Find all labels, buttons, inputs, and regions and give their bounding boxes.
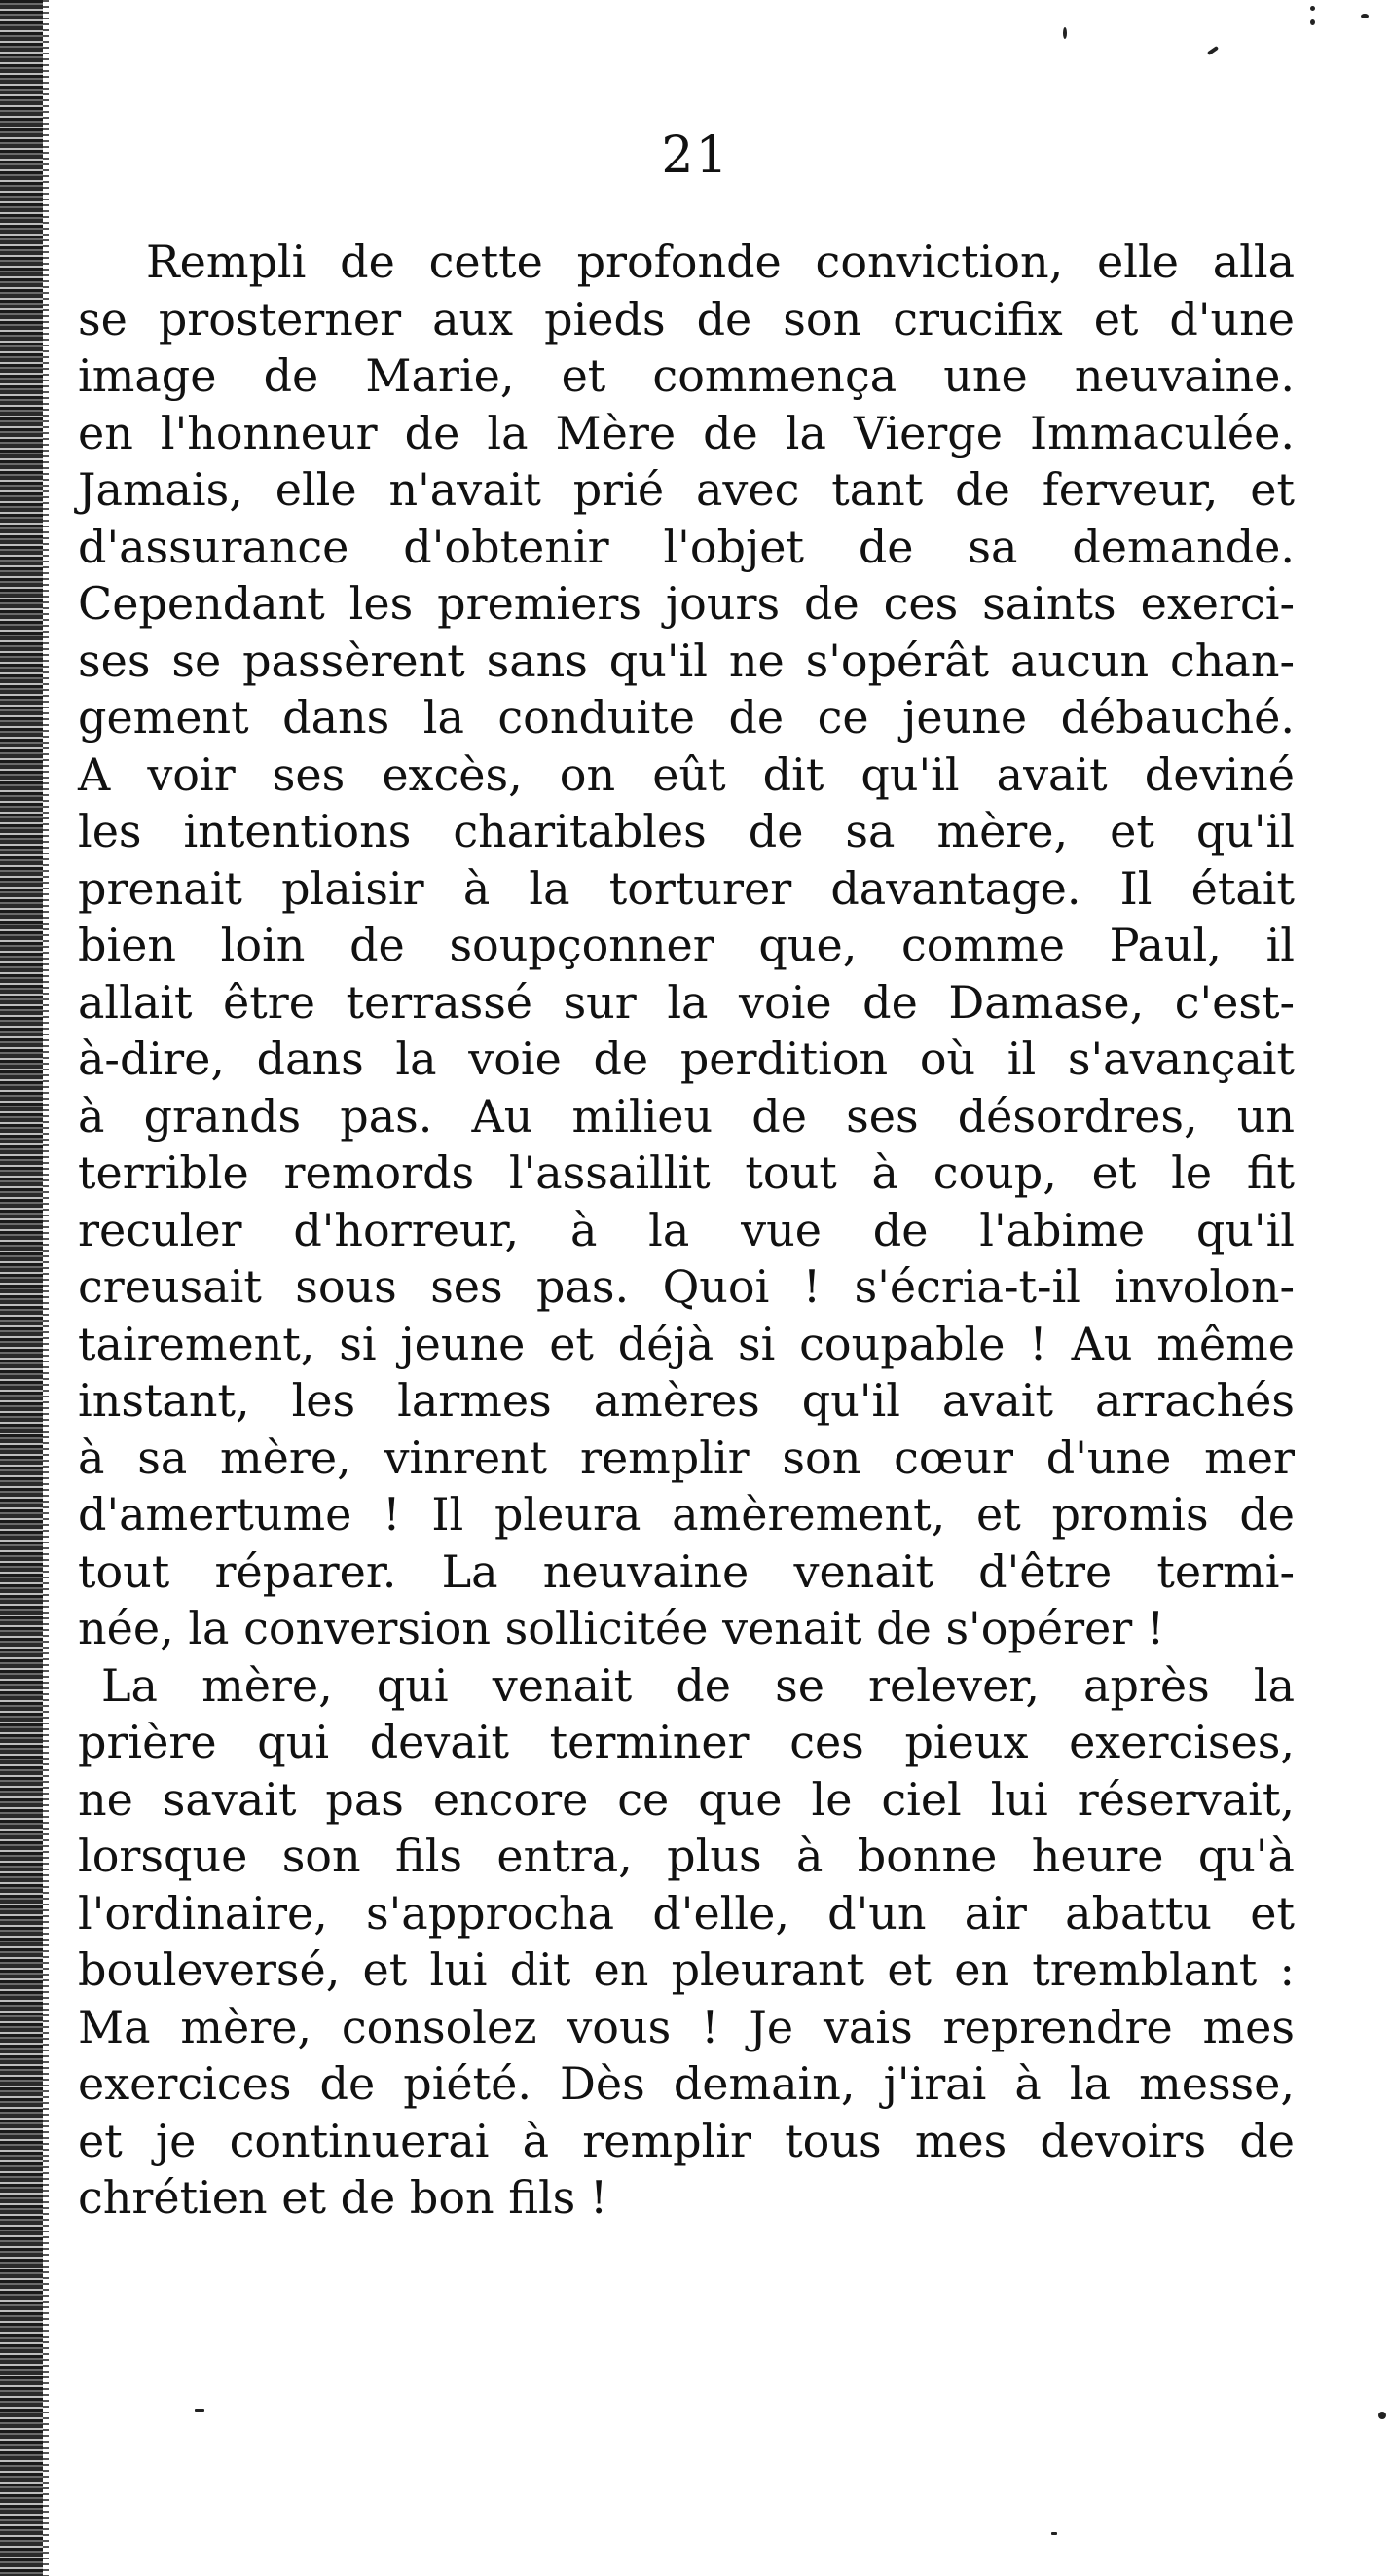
text-line: d'amertume ! Il pleura amèrement, et promis de [78, 1488, 1295, 1541]
text-line: reculer d'horreur, à la vue de l'abime qu'il [78, 1203, 1295, 1256]
text-line: allait être terrassé sur la voie de Damase, c'est- [78, 975, 1295, 1029]
body-text [78, 234, 1295, 2227]
text-line: Rempli de cette profonde conviction, elle alla [146, 236, 1295, 288]
text-line: gement dans la conduite de ce jeune débauché. [78, 691, 1295, 744]
text-line: lorsque son fils entra, plus à bonne heure qu'à [78, 1830, 1295, 1882]
text-line: bien loin de soupçonner que, comme Paul, il [78, 919, 1295, 971]
text-line: en l'honneur de la Mère de la Vierge Immaculée. [78, 406, 1295, 459]
text-line: Ma mère, consolez vous ! Je vais reprendre mes [78, 2000, 1295, 2053]
text-line: ses se passèrent sans qu'il ne s'opérât aucun chan- [78, 634, 1295, 687]
text-line: prenait plaisir à la torturer davantage. Il était [78, 861, 1295, 915]
text-line: terrible remords l'assaillit tout à coup, et le fit [78, 1146, 1295, 1199]
text-line: et je continuerai à remplir tous mes devoirs de [78, 2114, 1295, 2167]
text-line: A voir ses excès, on eût dit qu'il avait deviné [78, 747, 1295, 801]
text-line: ne savait pas encore ce que le ciel lui réservait, [78, 1772, 1295, 1826]
text-line: Jamais, elle n'avait prié avec tant de ferveur, et [78, 463, 1295, 516]
text-line: tout réparer. La neuvaine venait d'être termi- [78, 1544, 1295, 1598]
text-line: instant, les larmes amères qu'il avait arrachés [78, 1374, 1295, 1427]
page-number: 21 [661, 127, 730, 185]
text-line: à sa mère, vinrent remplir son cœur d'une mer [78, 1431, 1295, 1484]
text-line: l'ordinaire, s'approcha d'elle, d'un air abattu et [78, 1886, 1295, 1940]
text-line: chrétien et de bon fils ! [78, 2171, 608, 2224]
text-line: à grands pas. Au milieu de ses désordres, un [78, 1089, 1295, 1143]
book-binding-edge [0, 0, 43, 2576]
text-line: à-dire, dans la voie de perdition où il s'avançait [78, 1033, 1295, 1085]
text-line: se prosterner aux pieds de son crucifix et d'une [78, 292, 1295, 345]
text-line: les intentions charitables de sa mère, et qu'il [78, 805, 1295, 857]
text-line: bouleversé, et lui dit en pleurant et en tremblant : [78, 1943, 1295, 1996]
text-line: creusait sous ses pas. Quoi ! s'écria-t-il involon- [78, 1260, 1295, 1313]
text-line: née, la conversion sollicitée venait de s'opérer ! [78, 1602, 1165, 1654]
text-line: Cependant les premiers jours de ces saints exerci- [78, 577, 1295, 630]
text-line: prière qui devait terminer ces pieux exercises, [78, 1716, 1295, 1768]
text-line: image de Marie, et commença une neuvaine. [78, 349, 1295, 402]
text-line: tairement, si jeune et déjà si coupable ! Au même [78, 1317, 1295, 1370]
text-line: d'assurance d'obtenir l'objet de sa demande. [78, 520, 1295, 573]
text-line: La mère, qui venait de se relever, après la [101, 1658, 1295, 1712]
text-line: exercices de piété. Dès demain, j'irai à la messe, [78, 2057, 1295, 2110]
